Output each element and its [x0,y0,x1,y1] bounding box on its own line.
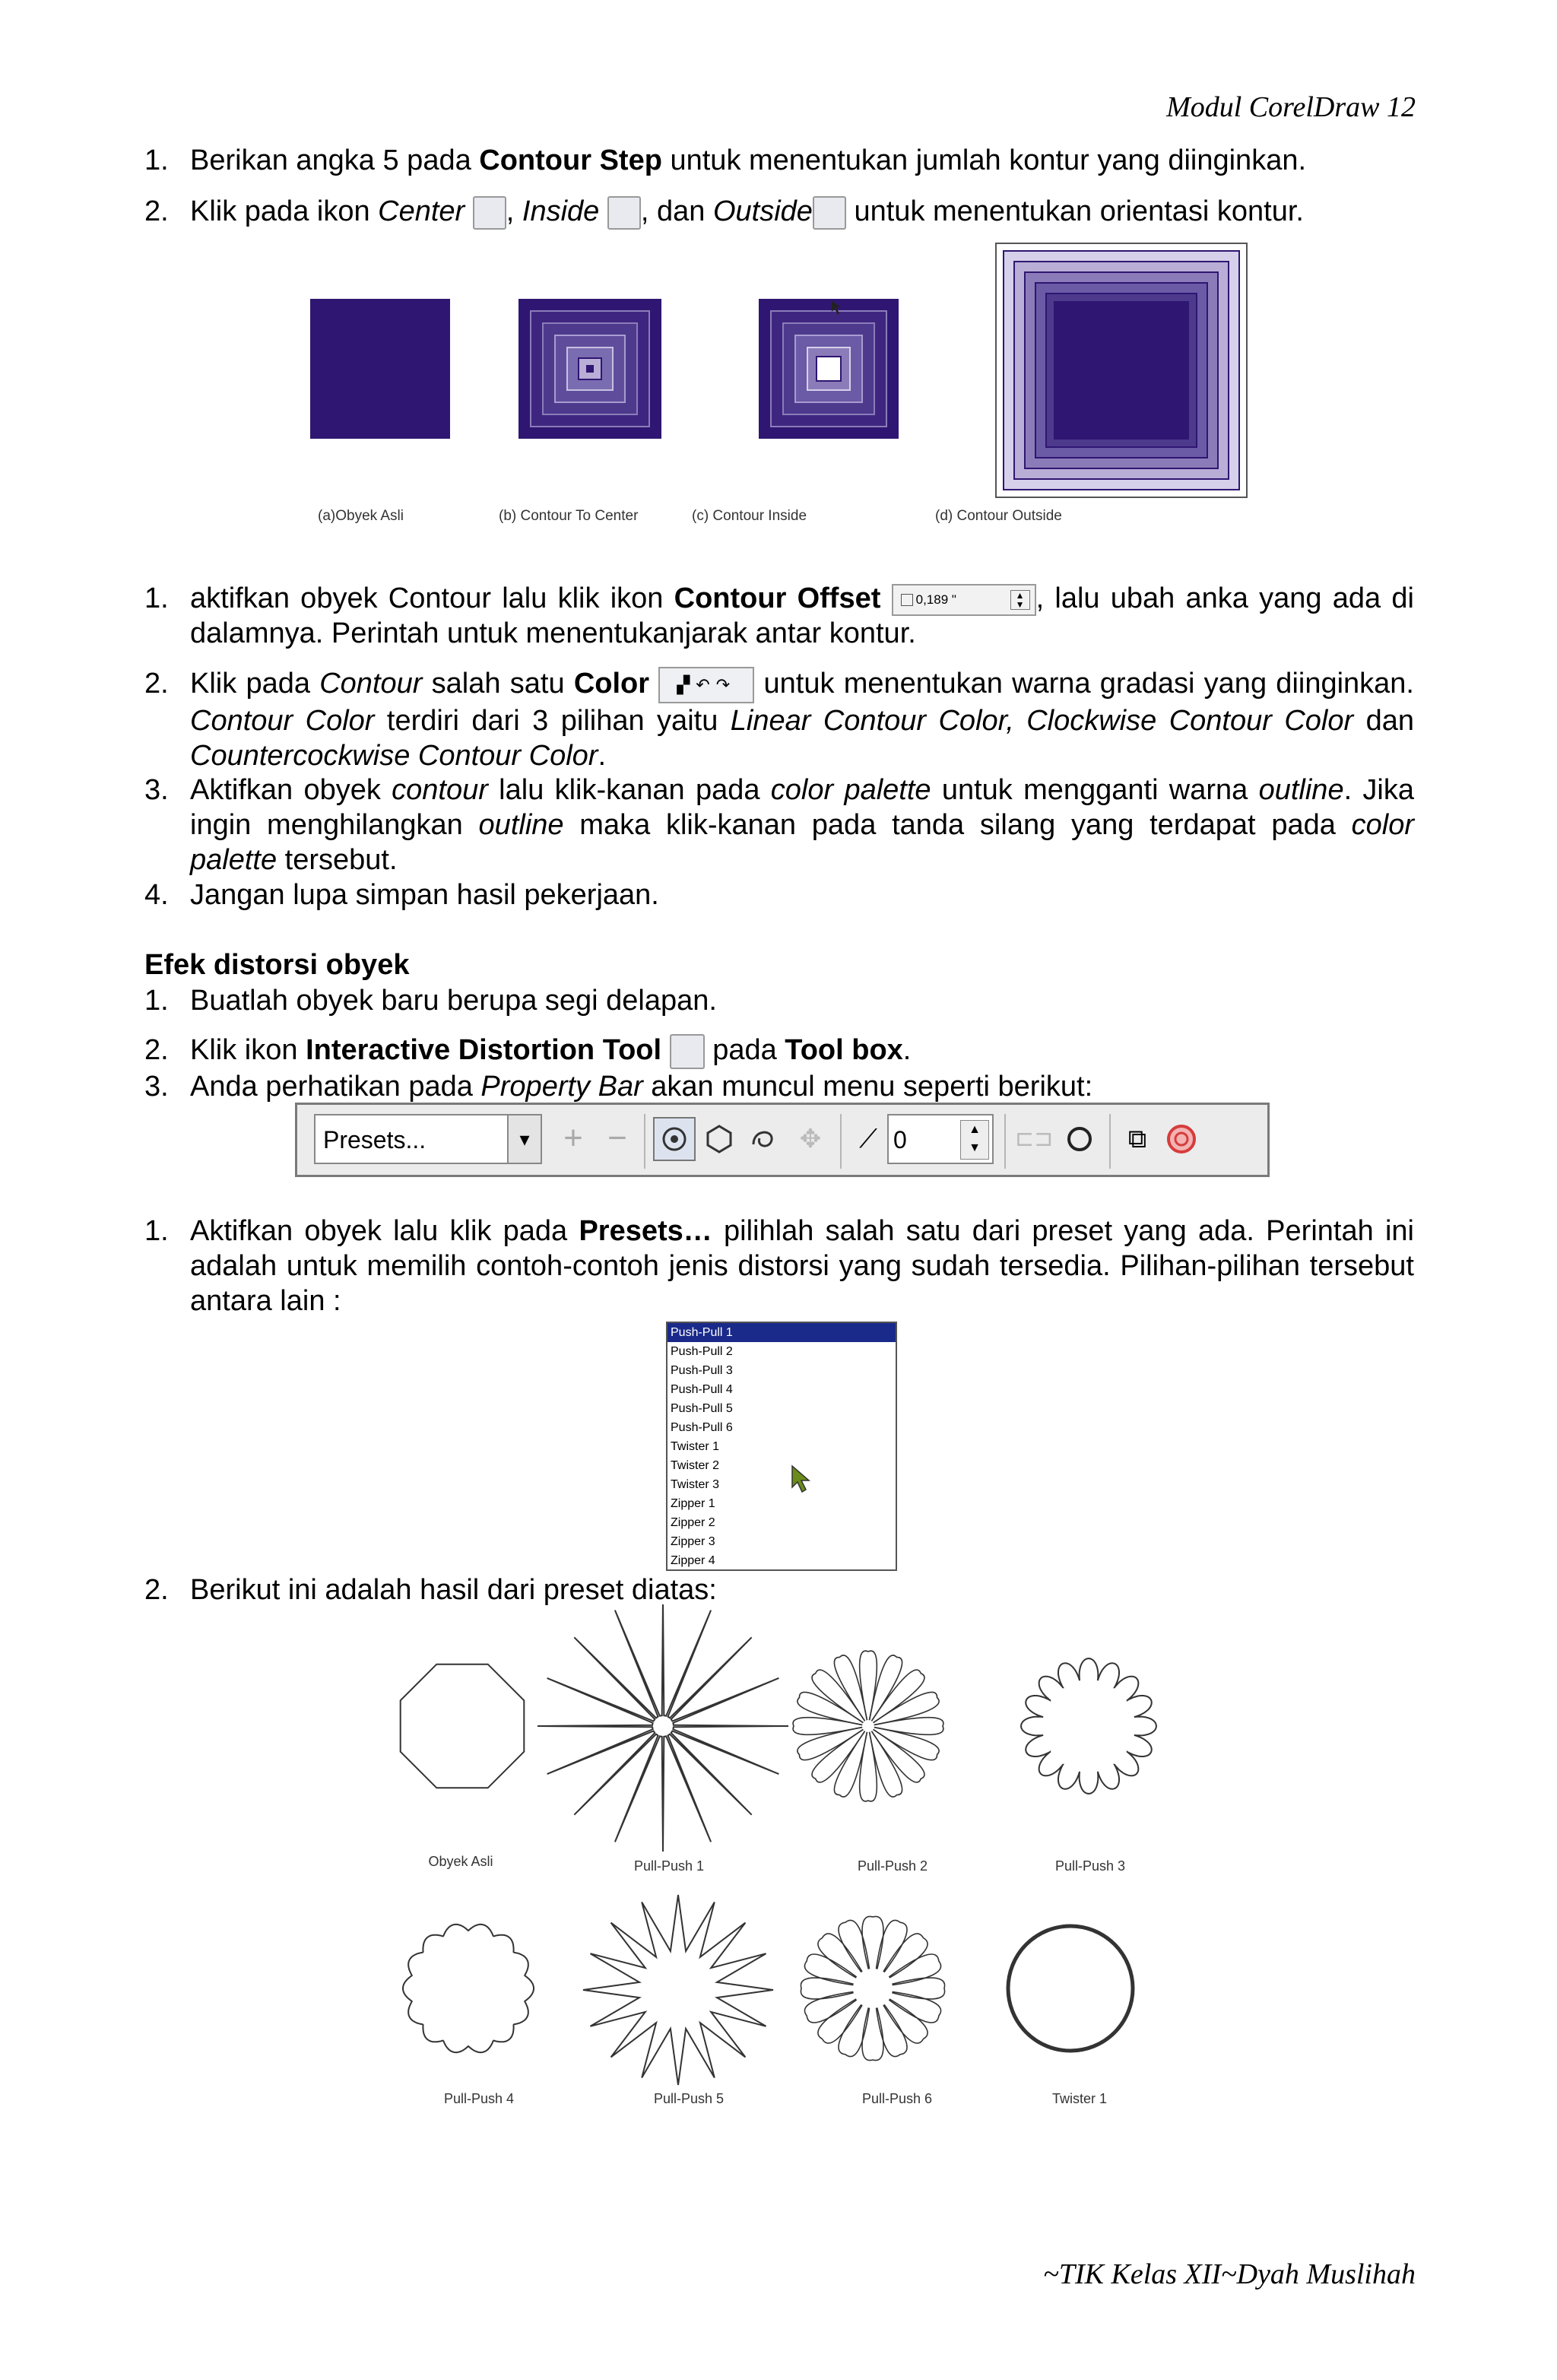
contour-center-icon[interactable] [473,196,506,230]
shape-pull-push-6-petal [801,1978,853,1999]
bold-term: Contour Offset [674,582,881,614]
text: salah satu [422,668,574,700]
shape-pull-push-1 [537,1604,788,1852]
list-item-contour-color [190,666,1414,773]
list-number: 2. [144,1574,169,1606]
contour-offset-field[interactable] [892,584,1036,616]
italic-term: Center [378,195,465,227]
preset-option[interactable]: Push-Pull 6 [671,1421,733,1434]
preset-option[interactable]: Push-Pull 5 [671,1402,733,1415]
separator [644,1114,645,1169]
add-preset-icon[interactable]: + [563,1119,583,1157]
presets-list-items [668,1323,896,1570]
text: maka klik-kanan pada tanda silang yang terdapat pada [563,809,1352,841]
shape-pull-push-6-petal [876,2004,907,2056]
square-original [310,299,450,439]
italic-term: Inside [522,195,600,227]
spinner-icon[interactable]: ▲ ▼ [960,1120,989,1160]
list-number: 3. [144,774,169,806]
list-item-save: Jangan lupa simpan hasil pekerjaan. [190,879,659,911]
shape-pull-push-6-petal [883,1999,928,2043]
italic-term: contour [392,774,488,806]
text: Klik ikon [190,1034,306,1066]
caption-contour-center: (b) Contour To Center [499,508,639,524]
preset-option[interactable]: Twister 1 [671,1440,720,1453]
text: Anda perhatikan pada [190,1071,481,1103]
text: Aktifkan obyek lalu klik pada [190,1215,579,1247]
page-header-title: Modul CorelDraw 12 [1166,91,1416,123]
list-item-octagon: Buatlah obyek baru berupa segi delapan. [190,985,717,1017]
section-heading: Efek distorsi obyek [144,949,410,981]
shape-pull-push-6-petal [818,1999,862,2043]
list-number: 1. [144,582,169,614]
preset-option[interactable]: Zipper 4 [671,1554,715,1567]
contour-inside-icon[interactable] [607,196,641,230]
shape-pull-push-2-petal [870,1731,902,1797]
shape-label: Pull-Push 3 [1054,1858,1126,1874]
text: pada [704,1034,785,1066]
text: dan [1353,704,1414,737]
presets-list [666,1322,897,1571]
text: lalu klik-kanan pada [487,774,771,806]
chevron-down-icon[interactable]: ▾ [507,1115,541,1163]
text: terdiri dari 3 pilihan yaitu [374,704,731,737]
bold-term: Interactive Distortion Tool [306,1034,662,1066]
list-number: 4. [144,879,169,911]
shape-pull-push-2-petal [874,1692,939,1725]
square-contour-center [518,299,661,439]
separator [1004,1114,1006,1169]
square-contour-outside [996,243,1247,497]
spinner-icon[interactable]: ▲ ▼ [1010,590,1030,610]
text: untuk menentukan jumlah kontur yang diinginkan. [661,144,1307,176]
list-number: 2. [144,668,169,700]
list-item-contour-offset [190,581,1414,651]
italic-term: color palette [770,774,931,806]
italic-term: Linear Contour Color, Clockwise Contour Color [730,704,1354,737]
contour-outside-icon[interactable] [813,196,846,230]
shape-pull-push-2-petal [798,1728,863,1760]
shape-octagon [401,1664,525,1788]
property-bar [295,1103,1270,1177]
shape-pull-push-3 [1021,1658,1156,1794]
italic-term: Property Bar [480,1071,643,1103]
amplitude-icon: ⟋ [859,1125,877,1154]
list-number: 2. [144,195,169,227]
preset-option[interactable]: Twister 3 [671,1478,720,1491]
local-distortion-icon[interactable]: ⊏⊐ [1015,1126,1054,1151]
offset-value: 0,189 " [915,592,956,607]
shape-pull-push-2-petal [834,1731,867,1797]
shape-label: Pull-Push 5 [653,2091,725,2106]
bold-term: Presets… [579,1215,712,1247]
preset-option[interactable]: Zipper 1 [671,1497,715,1510]
preset-option[interactable]: Zipper 3 [671,1535,715,1548]
text: untuk mengganti warna [931,774,1259,806]
shape-pull-push-6-petal [876,1920,907,1972]
shape-label: Twister 1 [1051,2091,1108,2106]
square-contour-inside [759,299,899,439]
shape-pull-push-6-petal [862,2007,883,2060]
shape-pull-push-2-petal [860,1732,877,1801]
shape-label: Obyek Asli [428,1854,493,1869]
presets-dropdown[interactable] [314,1114,542,1164]
list-item-outline [190,773,1414,877]
text: , lalu ubah anka yang ada di dalamnya. Perintah untuk menentukanjarak antar kontur. [190,582,1414,649]
text: tersebut. [277,844,398,876]
contour-figure [304,242,1262,531]
text: aktifkan obyek Contour lalu klik ikon [190,582,674,614]
bold-term: Tool box [785,1034,903,1066]
page-footer: ~TIK Kelas XII~Dyah Muslihah [1043,2258,1416,2290]
zipper-distortion-button[interactable] [702,1122,737,1157]
italic-term: Countercockwise Contour Color [190,739,598,772]
text: . [902,1034,912,1066]
shape-pull-push-6-petal [889,1991,940,2023]
text: untuk menentukan warna gradasi yang diinginkan. [754,668,1414,700]
contour-color-icons[interactable]: ▞↶↷ [658,667,754,703]
text: Klik pada ikon [190,195,379,227]
amplitude-value: 0 [893,1126,907,1154]
copy-distortion-icon[interactable]: ⧉ [1127,1125,1147,1154]
presets-label: Presets... [323,1126,427,1154]
zipper-icon [702,1122,737,1157]
clear-distortion-button[interactable] [1164,1122,1199,1157]
preset-option[interactable]: Push-Pull 1 [668,1323,896,1342]
remove-preset-icon[interactable]: − [607,1119,627,1157]
italic-term: Contour Color [190,704,375,737]
italic-term: Outside [712,195,813,227]
list-number: 1. [144,1215,169,1247]
shape-pull-push-2-petal [874,1718,943,1735]
list-number: 1. [144,985,169,1017]
italic-term: outline [478,809,564,841]
list-item-orientation [190,194,1414,230]
center-distortion-icon[interactable]: ✥ [799,1125,822,1154]
text: untuk menentukan orientasi kontur. [845,195,1304,227]
shape-pull-push-4 [403,1925,534,2052]
shape-pull-push-6-petal [818,1934,862,1978]
italic-term: outline [1258,774,1344,806]
shape-pull-push-2-petal [870,1655,902,1721]
list-item-presets [190,1214,1414,1319]
text: pilihlah salah satu dari preset yang ada. Perintah ini adalah untuk memilih contoh-contoh jenis distorsi yang sudah tersedia. Pilihan-pilihan tersebut antara lain : [190,1215,1414,1317]
list-item-contour-step [190,143,1414,178]
italic-term: color palette [190,809,1414,876]
text: akan muncul menu seperti berikut: [642,1071,1093,1103]
amplitude-input[interactable] [887,1114,994,1164]
preset-option[interactable]: Push-Pull 3 [671,1364,733,1377]
italic-term: Contour [319,668,423,700]
shape-pull-push-6-petal [839,1920,870,1972]
push-pull-distortion-button[interactable] [653,1117,696,1161]
smooth-icon [1062,1122,1097,1157]
separator [840,1114,842,1169]
text: Aktifkan obyek [190,774,392,806]
shape-pull-push-2-petal [793,1718,862,1735]
text: Klik pada [190,668,320,700]
bold-term: Color [573,668,650,700]
shape-pull-push-6-petal [862,1916,883,1969]
shape-label: Pull-Push 6 [861,2091,933,2106]
caption-original: (a)Obyek Asli [318,508,404,524]
preset-option[interactable]: Push-Pull 2 [671,1345,733,1358]
caption-contour-inside: (c) Contour Inside [692,508,807,524]
shape-pull-push-2-petal [834,1655,867,1721]
shape-pull-push-6-petal [889,1954,940,1985]
list-number: 3. [144,1071,169,1103]
twister-icon [746,1122,781,1157]
cursor-arrow-icon [789,1464,812,1495]
offset-icon [901,594,913,606]
text: . [598,739,607,772]
shape-pull-push-6-petal [892,1978,944,1999]
twister-distortion-button[interactable] [746,1122,781,1157]
list-item-results: Berikut ini adalah hasil dari preset diatas: [190,1574,717,1606]
shape-pull-push-6-petal [839,2004,870,2056]
smooth-distortion-button[interactable] [1062,1122,1097,1157]
shape-pull-push-6-petal [883,1934,928,1978]
list-number: 2. [144,1034,169,1066]
push-pull-icon [655,1119,694,1160]
shape-label: Pull-Push 4 [443,2091,515,2106]
clear-icon [1164,1122,1199,1157]
shape-pull-push-6-petal [804,1954,856,1985]
shape-twister-1 [1008,1926,1133,2051]
shape-label: Pull-Push 1 [633,1858,705,1874]
list-item-property-bar [190,1069,1414,1104]
shape-pull-push-2-petal [874,1728,939,1760]
text: , [506,195,522,227]
text: Berikan angka 5 pada [190,144,480,176]
caption-contour-outside: (d) Contour Outside [935,508,1062,524]
text: . Jika ingin menghilangkan [190,774,1414,841]
shape-pull-push-5 [583,1895,773,2085]
preset-option[interactable]: Twister 2 [671,1459,720,1472]
preset-option[interactable]: Push-Pull 4 [671,1383,733,1396]
shape-pull-push-6-petal [804,1991,856,2023]
list-number: 1. [144,144,169,176]
preset-option[interactable]: Zipper 2 [671,1516,715,1529]
shape-pull-push-2-petal [860,1651,877,1720]
text: , dan [640,195,713,227]
shape-pull-push-2-petal [798,1692,863,1725]
shape-label: Pull-Push 2 [857,1858,928,1874]
distortion-tool-icon[interactable] [670,1034,705,1069]
list-item-distortion-tool [190,1033,1414,1069]
bold-term: Contour Step [479,144,662,176]
separator [1109,1114,1111,1169]
